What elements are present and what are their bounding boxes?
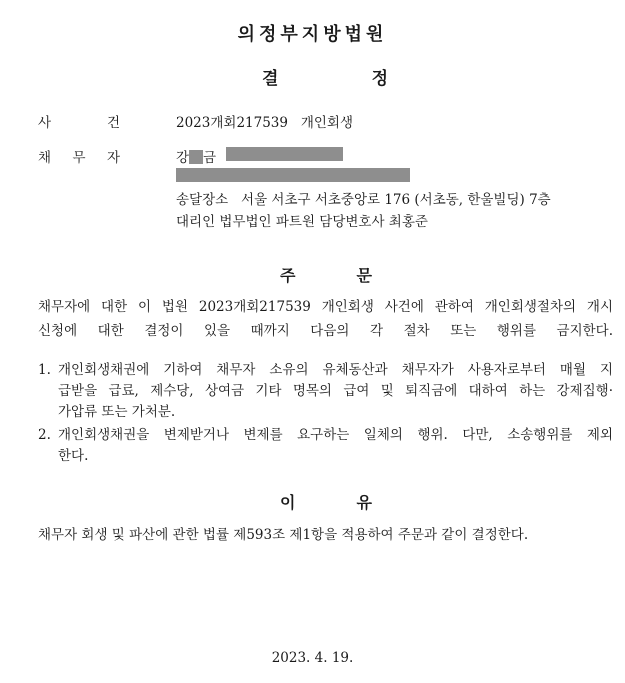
order-item-2-line-1: 개인회생채권을 변제받거나 변제를 요구하는 일체의 행위. 다만, 소송행위를 제외 (58, 427, 613, 443)
debtor-label-char-2: 무 (72, 150, 86, 166)
order-item-1-number: 1. (38, 362, 51, 378)
order-heading-char-2: 문 (356, 266, 372, 285)
document-title-char-2: 정 (371, 69, 388, 89)
order-item-1-line-2: 급받을 급료, 제수당, 상여금 기타 명목의 급여 및 퇴직금에 대하여 하는 강제집행· (58, 383, 613, 399)
id-number-redaction (226, 147, 343, 161)
name-redaction (189, 150, 203, 164)
reason-text: 채무자 회생 및 파산에 관한 법률 제593조 제1항을 적용하여 주문과 같이 결정한다. (38, 527, 529, 543)
case-label-char-1: 사 (38, 115, 52, 131)
document-title-char-1: 결 (262, 69, 279, 89)
order-intro (38, 295, 613, 343)
order-item-1 (38, 360, 613, 423)
decision-date: 2023. 4. 19. (271, 650, 354, 666)
service-address: 송달장소 서울 서초구 서초중앙로 176 (서초동, 한울빌딩) 7층 (176, 192, 551, 208)
reason-heading-char-1: 이 (280, 493, 296, 512)
debtor-label (38, 146, 120, 166)
order-heading (280, 263, 372, 286)
debtor-label-char-3: 자 (106, 150, 120, 166)
representative: 대리인 법무법인 파트원 담당변호사 최홍준 (176, 214, 428, 230)
order-item-1-line-3: 가압류 또는 가처분. (58, 404, 176, 420)
case-label (38, 111, 120, 131)
order-intro-line-1: 채무자에 대한 이 법원 2023개회217539 개인회생 사건에 관하여 개인회생절차의 개시 (38, 299, 613, 315)
case-value: 2023개회217539 개인회생 (176, 115, 354, 131)
debtor-name (176, 146, 216, 166)
reason-heading (280, 490, 372, 513)
case-label-char-2: 건 (106, 115, 120, 131)
reason-heading-char-2: 유 (356, 493, 372, 512)
document-title (262, 64, 388, 89)
order-item-2 (38, 425, 613, 467)
court-name: 의정부지방법원 (237, 24, 388, 45)
debtor-name-first: 강 (176, 150, 190, 166)
order-intro-line-2: 신청에 대한 결정이 있을 때까지 다음의 각 절차 또는 행위를 금지한다. (38, 323, 613, 339)
debtor-label-char-1: 채 (38, 150, 52, 166)
address-redaction (176, 168, 410, 182)
order-item-2-line-2: 한다. (58, 448, 89, 464)
order-item-2-number: 2. (38, 427, 51, 443)
order-item-1-line-1: 개인회생채권에 기하여 채무자 소유의 유체동산과 채무자가 사용자로부터 매월 지 (58, 362, 613, 378)
order-heading-char-1: 주 (280, 266, 296, 285)
debtor-name-last: 금 (203, 150, 217, 166)
